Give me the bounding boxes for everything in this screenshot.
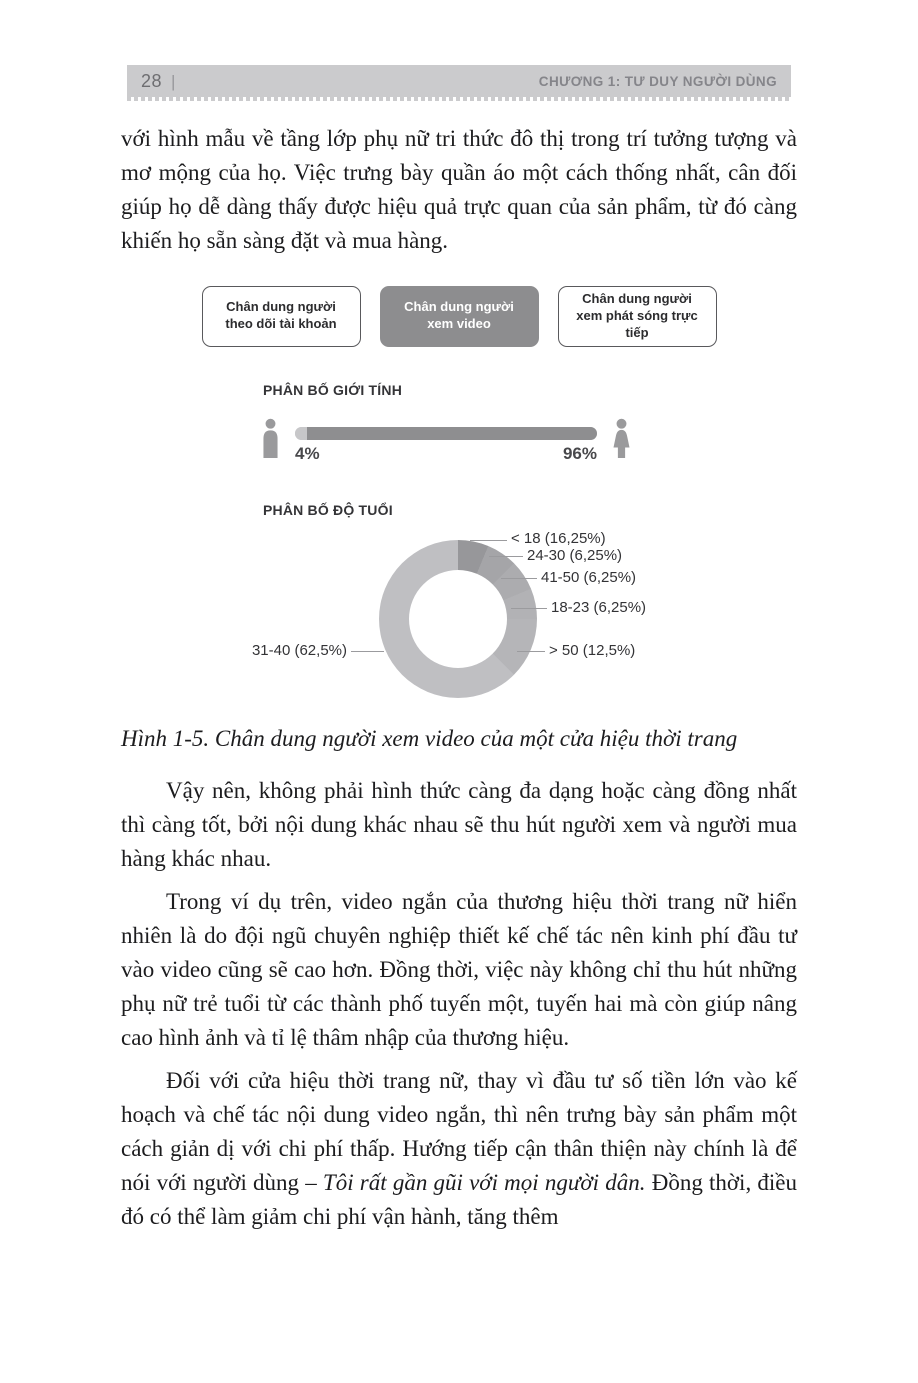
gender-bar-segment-male <box>295 427 307 440</box>
page-header <box>127 65 791 97</box>
header-perforation-edge <box>127 97 791 101</box>
female-percentage: 96% <box>562 443 597 463</box>
paragraph-1: với hình mẫu về tầng lớp phụ nữ tri thức đô thị trong trí tưởng tượng và mơ mộng của họ. Việc trưng bày quần áo một cách thống nhất, cân đối giúp họ dễ dàng thấy được hiệu quả trực quan của sản phẩm, từ đó càng khiến họ sẵn sàng đặt và mua hàng. <box>121 126 797 253</box>
male-person-icon <box>259 418 282 463</box>
paragraph-2: Vậy nên, không phải hình thức càng đa dạng hoặc càng đồng nhất thì càng tốt, bởi nội dung khác nhau sẽ thu hút người xem và người mua hàng khác nhau. <box>121 777 797 871</box>
age-section-title: PHÂN BỐ ĐỘ TUỔI <box>263 501 393 518</box>
donut-label-24-30: 24-30 (6,25%) <box>527 546 623 564</box>
gender-bar-track <box>295 427 597 440</box>
leader-line-over50 <box>517 651 545 653</box>
gender-section-title: PHÂN BỐ GIỚI TÍNH <box>263 381 403 398</box>
leader-line-under18 <box>470 540 507 542</box>
tab-video-viewer-profile: Chân dung người xem video <box>380 286 539 347</box>
paragraph-4-end: Đồng thời, điều đó có thể làm giảm chi phí vận hành, tăng thêm <box>121 1169 797 1229</box>
gender-chart <box>259 418 797 472</box>
paragraph-3: Trong ví dụ trên, video ngắn của thương hiệu thời trang nữ hiển nhiên là do đội ngũ chuyên nghiệp thiết kế chế tác nên kinh phí đầu tư vào video cũng sẽ cao hơn. Đồng thời, việc này không chỉ thu hút những phụ nữ trẻ tuổi từ các thành phố tuyến một, tuyến hai mà còn giúp nâng cao hình ảnh và tỉ lệ thâm nhập của thương hiệu. <box>121 888 797 1050</box>
donut-label-over50: > 50 (12,5%) <box>549 641 636 659</box>
figure-caption: Hình 1-5. Chân dung người xem video của một cửa hiệu thời trang <box>121 725 738 751</box>
page-number-group <box>141 71 175 92</box>
gender-bar <box>295 427 597 464</box>
figure-tabs <box>121 286 797 347</box>
donut-label-under18: < 18 (16,25%) <box>511 529 606 547</box>
age-donut <box>379 540 537 698</box>
donut-label-31-40: 31-40 (62,5%) <box>251 641 347 659</box>
figure-1-5 <box>121 286 797 756</box>
leader-line-41-50 <box>501 578 537 580</box>
male-percentage: 4% <box>295 443 320 463</box>
paragraph-4-quote: Tôi rất gần gũi với mọi người dân. <box>322 1169 646 1195</box>
tab-follower-profile: Chân dung người theo dõi tài khoản <box>202 286 361 347</box>
female-person-icon <box>610 418 633 463</box>
page-content <box>121 122 797 1243</box>
tab-livestream-viewer-profile: Chân dung người xem phát sóng trực tiếp <box>558 286 717 347</box>
leader-line-31-40 <box>351 651 384 653</box>
leader-line-24-30 <box>489 556 523 558</box>
leader-line-18-23 <box>511 608 547 610</box>
gender-bar-segment-female <box>307 427 597 440</box>
donut-label-18-23: 18-23 (6,25%) <box>551 598 647 616</box>
gender-bar-labels <box>295 444 597 464</box>
page-number-divider: | <box>171 71 176 91</box>
chapter-title: CHƯƠNG 1: TƯ DUY NGƯỜI DÙNG <box>538 73 777 89</box>
paragraph-4-start: Đối với cửa hiệu thời trang nữ, thay vì đầu tư số tiền lớn vào kế hoạch và chế tác nội dung video ngắn, thì nên trưng bày sản phẩm một cách giản dị với chi phí thấp. Hướng tiếp cận thân thiện này chính là để nói với người dùng – <box>121 1067 797 1195</box>
paragraph-4 <box>121 1064 797 1234</box>
age-donut-chart <box>121 526 797 722</box>
donut-label-41-50: 41-50 (6,25%) <box>541 568 637 586</box>
page-number: 28 <box>141 70 163 91</box>
